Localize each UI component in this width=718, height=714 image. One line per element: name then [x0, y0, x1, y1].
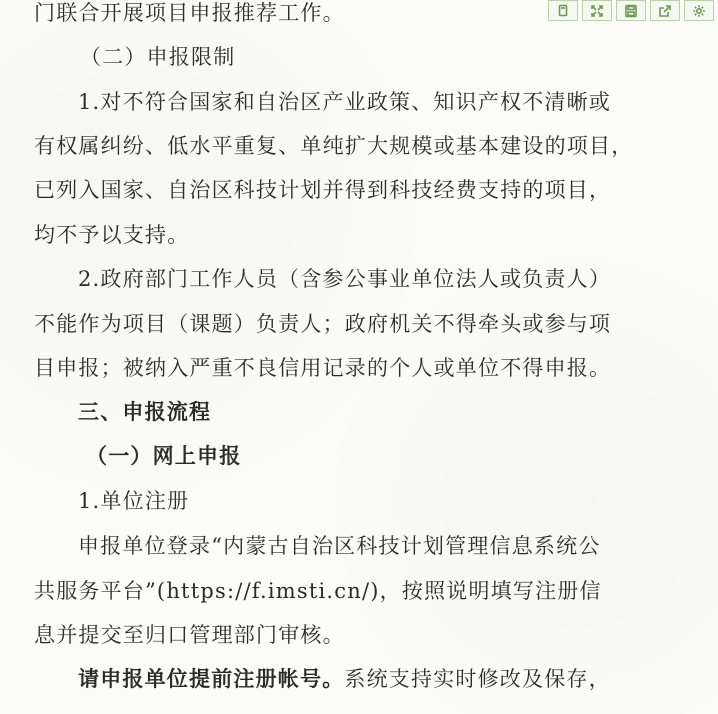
bold-notice: 请申报单位提前注册帐号。: [78, 666, 345, 691]
copy-icon: [556, 4, 570, 18]
copy-button[interactable]: [548, 0, 578, 21]
paragraph-line: 1.对不符合国家和自治区产业政策、知识产权不清晰或: [78, 90, 612, 114]
paragraph-line: 目申报；被纳入严重不良信用记录的个人或单位不得申报。: [34, 356, 612, 380]
paragraph-line: 已列入国家、自治区科技计划并得到科技经费支持的项目，: [34, 178, 612, 202]
expand-button[interactable]: [582, 0, 612, 21]
save-icon: [624, 4, 638, 18]
paragraph-line: 1.单位注册: [78, 489, 190, 513]
paragraph-line: [78, 664, 718, 694]
expand-icon: [590, 4, 604, 18]
paragraph-line: 有权属纠纷、低水平重复、单纯扩大规模或基本建设的项目，: [34, 134, 634, 158]
save-button[interactable]: [616, 0, 646, 21]
paragraph-text: 系统支持实时修改及保存，: [344, 667, 611, 691]
section-heading-restrictions: （二）申报限制: [80, 45, 236, 69]
share-button[interactable]: [650, 0, 680, 21]
paragraph-line: 不能作为项目（课题）负责人；政府机关不得牵头或参与项: [34, 312, 612, 336]
paragraph-line: 息并提交至归口管理部门审核。: [34, 623, 345, 647]
paragraph-line: 2.政府部门工作人员（含参公事业单位法人或负责人）: [78, 267, 612, 291]
paragraph-line: 申报单位登录“内蒙古自治区科技计划管理信息系统公: [78, 534, 601, 558]
settings-icon: [692, 4, 706, 18]
paragraph-line: 共服务平台”(https://f.imsti.cn/)，按照说明填写注册信: [34, 579, 602, 603]
paragraph-line: 均不予以支持。: [34, 223, 190, 247]
subheading-online-application: （一）网上申报: [86, 443, 242, 468]
share-icon: [658, 4, 672, 18]
image-toolbar: [548, 0, 714, 22]
settings-button[interactable]: [684, 0, 714, 21]
paragraph-line: 门联合开展项目申报推荐工作。: [34, 1, 345, 25]
main-heading-process: 三、申报流程: [78, 399, 212, 424]
